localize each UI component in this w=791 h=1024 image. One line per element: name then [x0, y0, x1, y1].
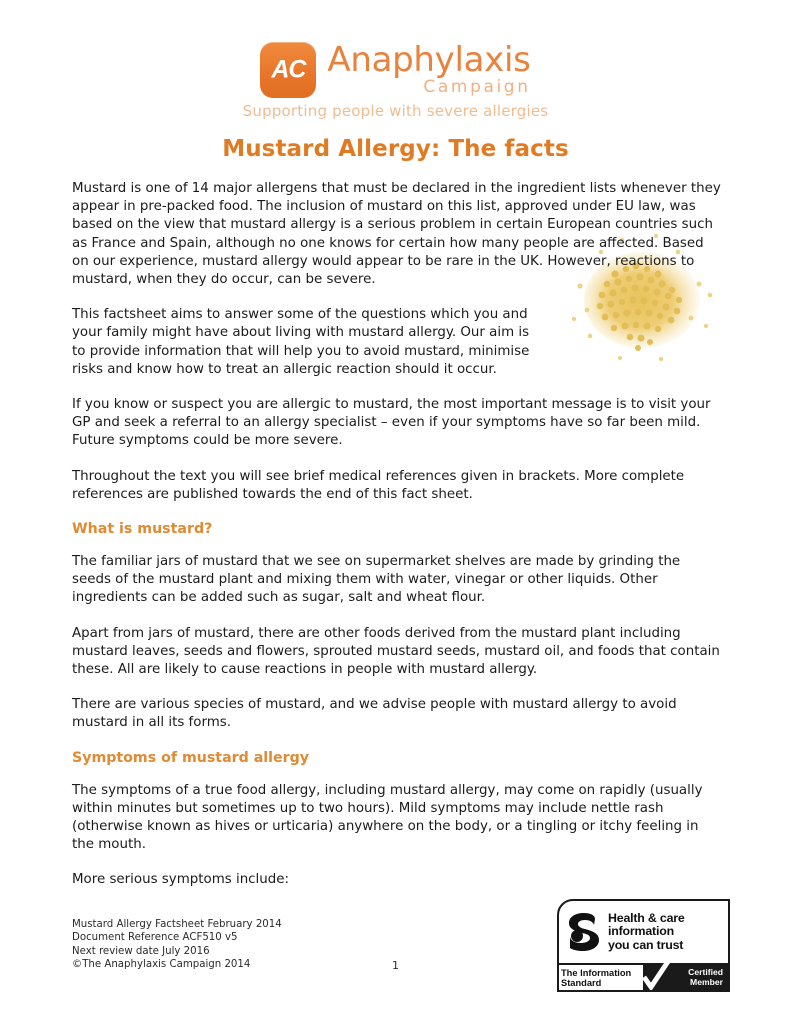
badge-scheme-label: The Information Standard [559, 965, 643, 990]
badge-headline-line-3: you can trust [608, 937, 684, 952]
paragraph-intro-allergen-list: Mustard is one of 14 major allergens that must be declared in the ingredient lists whenever they appear in pre-packed food. The inclusion of mustard on this list, approved under EU law, was based on the view that mustard allergy is a serious problem in certain European countries such as France and Spain, although no one knows for certain how many people are affected. Based on our experience, mustard allergy would appear to be rare in the UK. However, reactions to mustard, when they do occur, can be severe. [72, 181, 721, 288]
paragraph-serious-symptoms-lead-in: More serious symptoms include: [72, 872, 289, 888]
page-number: 1 [392, 959, 399, 972]
document-header [0, 0, 791, 162]
organisation-logo [260, 42, 530, 98]
badge-footer-row [559, 963, 728, 990]
footer-copyright: ©The Anaphylaxis Campaign 2014 [72, 959, 251, 971]
information-standard-logo-icon [565, 912, 603, 952]
footer-review-date: Next review date July 2016 [72, 945, 210, 957]
brand-name: Anaphylaxis [327, 40, 531, 80]
heading-what-is-mustard: What is mustard? [72, 521, 213, 538]
anaphylaxis-campaign-logo-icon [260, 42, 316, 98]
badge-certified-text [688, 968, 723, 987]
paragraph-seek-gp-referral: If you know or suspect you are allergic to mustard, the most important message is to visit your GP and seek a referral to an allergy specialist – even if your symptoms have so far been mild. Future symptoms could be more severe. [72, 397, 711, 449]
information-standard-badge [557, 899, 730, 992]
paragraph-references-note: Throughout the text you will see brief medical references given in brackets. More complete references are published towards the end of this fact sheet. [72, 468, 685, 502]
paragraph-mustard-jars: The familiar jars of mustard that we see on supermarket shelves are made by grinding the seeds of the mustard plant and mixing them with water, vinegar or other liquids. Other ingredients can be added such as sugar, salt and wheat flour. [72, 554, 681, 606]
badge-headline [608, 912, 685, 952]
heading-symptoms-of-mustard-allergy: Symptoms of mustard allergy [72, 749, 310, 766]
brand-tagline: Supporting people with severe allergies [242, 102, 549, 120]
logo-wordmark [327, 42, 530, 97]
brand-subname: Campaign [423, 77, 531, 97]
badge-headline-line-2: information [608, 924, 674, 939]
badge-headline-line-1: Health & care [608, 910, 685, 925]
badge-certified-block [643, 965, 728, 990]
logo-monogram: AC [271, 55, 306, 84]
paragraph-factsheet-purpose: This factsheet aims to answer some of the questions which you and your family might have about living with mustard allergy. Our aim is to provide information that will help you to avoid mustard, minimise risks and know how to treat an allergic reaction should it occur. [72, 307, 530, 377]
badge-certified-line-1: Certified [688, 966, 723, 977]
paragraph-mild-symptoms: The symptoms of a true food allergy, including mustard allergy, may come on rapidly (usually within minutes but sometimes up to two hours). Mild symptoms may include nettle rash (otherwise known as hives or urticaria) anywhere on the body, or a tingling or itchy feeling in the mouth. [72, 782, 703, 853]
footer-factsheet-title: Mustard Allergy Factsheet February 2014 [72, 918, 282, 930]
paragraph-other-mustard-foods: Apart from jars of mustard, there are other foods derived from the mustard plant including mustard leaves, seeds and flowers, sprouted mustard seeds, mustard oil, and foods that contain these. All are likely to cause reactions in people with mustard allergy. [72, 625, 720, 678]
check-mark-icon [639, 959, 673, 992]
paragraph-mustard-species: There are various species of mustard, and we advise people with mustard allergy to avoid mustard in all its forms. [72, 697, 677, 731]
badge-certified-line-2: Member [690, 976, 723, 987]
footer-document-reference: Document Reference ACF510 v5 [72, 932, 238, 944]
badge-headline-row [559, 901, 728, 963]
page-title: Mustard Allergy: The facts [222, 136, 569, 162]
document-body [72, 180, 723, 907]
